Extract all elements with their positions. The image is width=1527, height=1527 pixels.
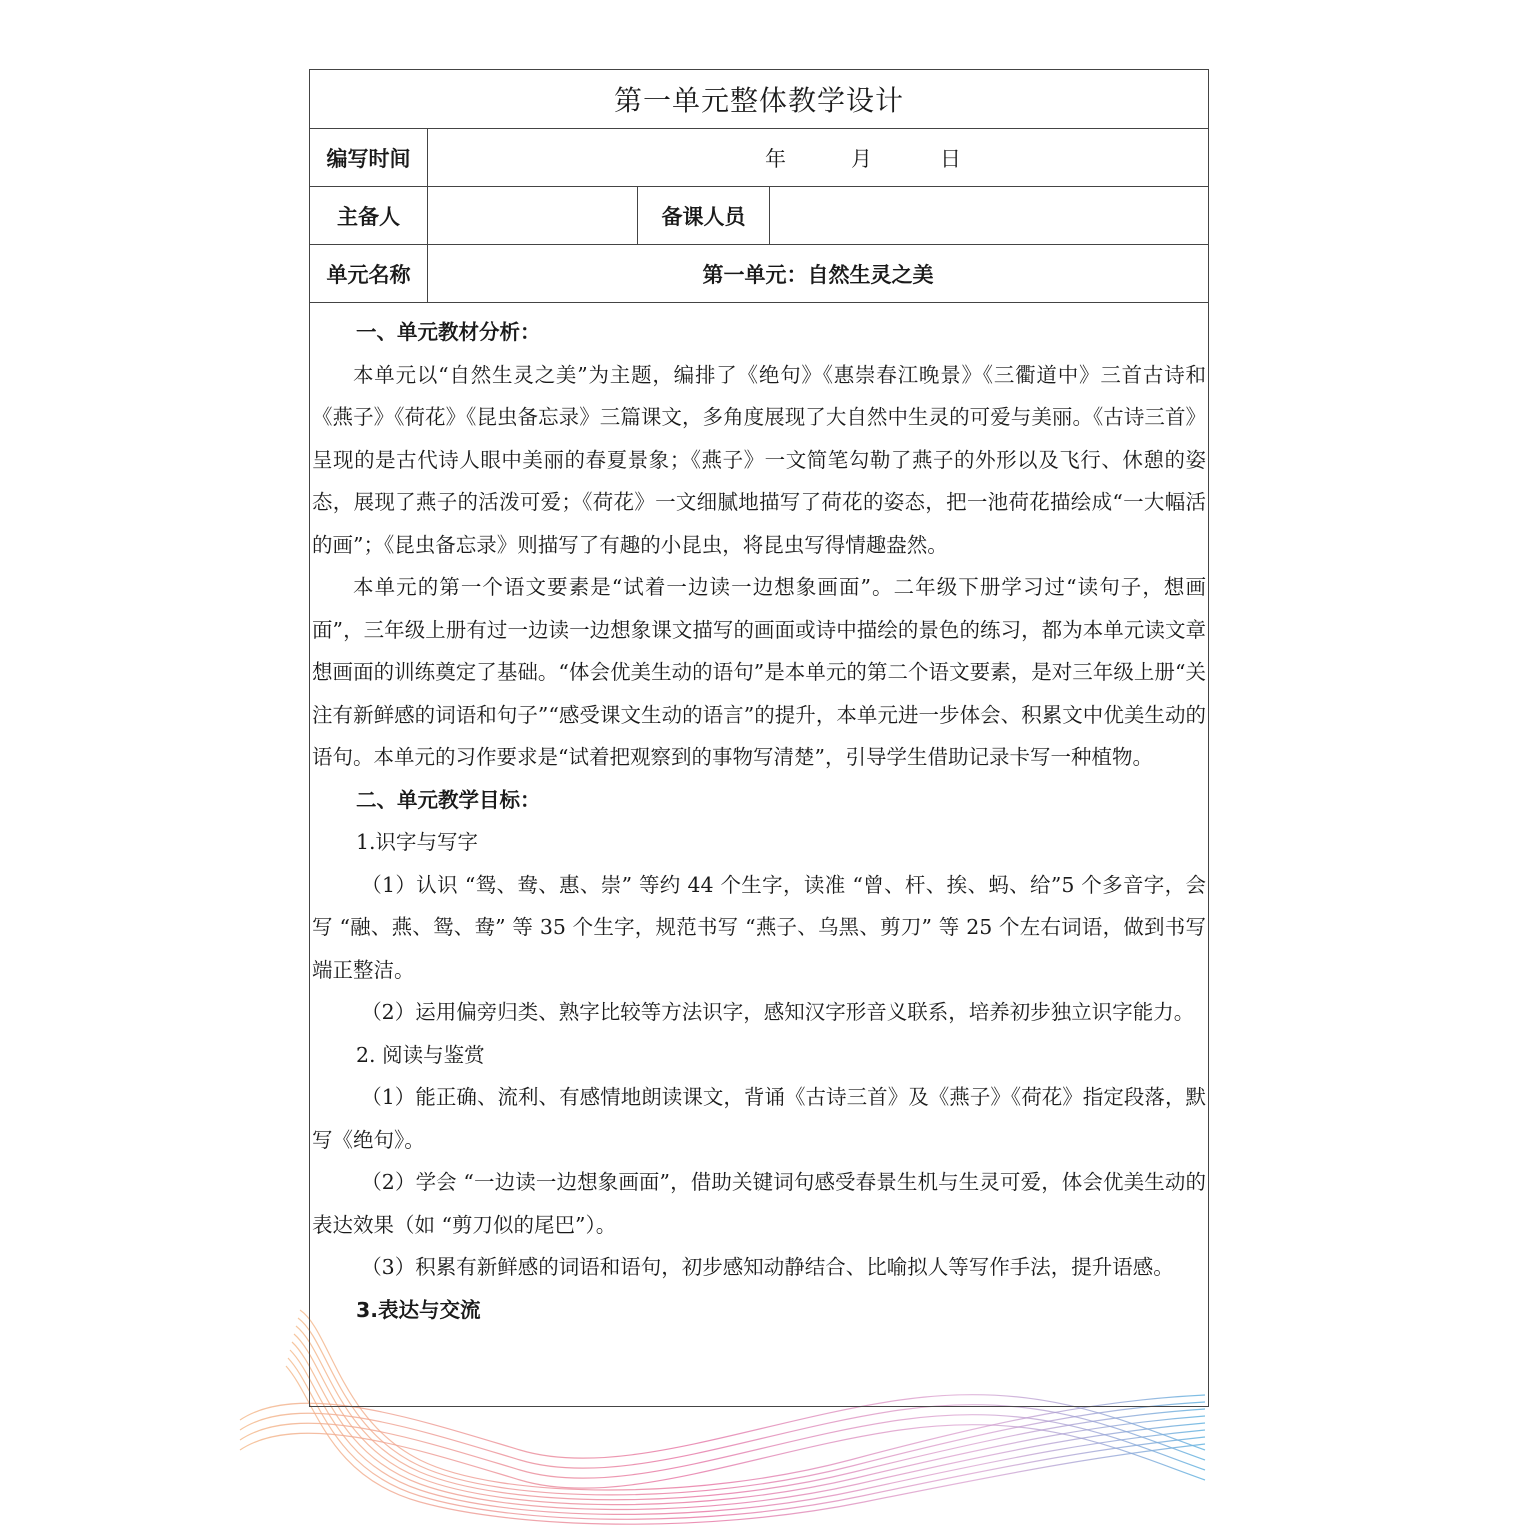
page-title: 第一单元整体教学设计: [613, 84, 904, 117]
date-day-label: 日: [940, 146, 961, 171]
unit-name-value: 第一单元：自然生灵之美: [427, 245, 1208, 302]
lesson-staff-field[interactable]: [769, 187, 1208, 244]
goal1-item-2: （2）运用偏旁归类、熟字比较等方法识字，感知汉字形音义联系，培养初步独立识字能力。: [361, 1000, 1195, 1024]
compile-time-label: 编写时间: [326, 146, 411, 171]
main-preparer-label: 主备人: [337, 204, 400, 229]
main-preparer-field[interactable]: [427, 187, 637, 244]
preparer-row: [310, 187, 1208, 245]
section1-heading: 一、单元教材分析：: [356, 320, 541, 344]
goal1-item-1: （1）认识 “鸳、鸯、惠、崇” 等约 44 个生字，读准 “曾、杆、挨、蚂、给”5 个多音字，会写 “融、燕、鸳、鸯” 等 35 个生字，规范书写 “燕子、乌黑、剪刀” 等 25 个左右词语，做到书写端正整洁。: [312, 872, 1206, 982]
title-row: [310, 70, 1208, 129]
lesson-staff-label: 备课人员: [637, 187, 769, 244]
date-year-label: 年: [765, 146, 786, 171]
goal2-heading: 2. 阅读与鉴赏: [356, 1042, 485, 1067]
compile-time-field[interactable]: [427, 129, 1208, 186]
document-body: [310, 303, 1208, 1406]
unit-name-row: [310, 245, 1208, 303]
goal1-heading: 1.识字与写字: [356, 830, 479, 854]
unit-name-label: 单元名称: [326, 262, 411, 287]
compile-time-row: [310, 129, 1208, 187]
section2-heading: 二、单元教学目标：: [356, 787, 541, 812]
goal3-heading: 3.表达与交流: [356, 1297, 481, 1322]
goal2-item-3: （3）积累有新鲜感的词语和语句，初步感知动静结合、比喻拟人等写作手法，提升语感。: [361, 1255, 1174, 1279]
section1-paragraph-2: 本单元的第一个语文要素是“试着一边读一边想象画面”。二年级下册学习过“读句子，想画面”，三年级上册有过一边读一边想象课文描写的画面或诗中描绘的景色的练习，都为本单元读文章想画面的训练奠定了基础。“体会优美生动的语句”是本单元的第二个语文要素，是对三年级上册“关注有新鲜感的词语和句子”“感受课文生动的语言”的提升，本单元进一步体会、积累文中优美生动的语句。本单元的习作要求是“试着把观察到的事物写清楚”，引导学生借助记录卡写一种植物。: [312, 575, 1206, 769]
goal2-item-2: （2）学会 “一边读一边想象画面”，借助关键词句感受春景生机与生灵可爱，体会优美生动的表达效果（如 “剪刀似的尾巴”）。: [312, 1170, 1206, 1237]
goal2-item-1: （1）能正确、流利、有感情地朗读课文，背诵《古诗三首》及《燕子》《荷花》指定段落，默写《绝句》。: [312, 1085, 1206, 1152]
date-month-label: 月: [851, 146, 872, 171]
lesson-plan-table: [309, 69, 1209, 1407]
section1-paragraph-1: 本单元以“自然生灵之美”为主题，编排了《绝句》《惠崇春江晚景》《三衢道中》三首古诗和《燕子》《荷花》《昆虫备忘录》三篇课文，多角度展现了大自然中生灵的可爱与美丽。《古诗三首》呈现的是古代诗人眼中美丽的春夏景象；《燕子》一文简笔勾勒了燕子的外形以及飞行、休憩的姿态，展现了燕子的活泼可爱；《荷花》一文细腻地描写了荷花的姿态，把一池荷花描绘成“一大幅活的画”；《昆虫备忘录》则描写了有趣的小昆虫，将昆虫写得情趣盎然。: [312, 362, 1206, 557]
